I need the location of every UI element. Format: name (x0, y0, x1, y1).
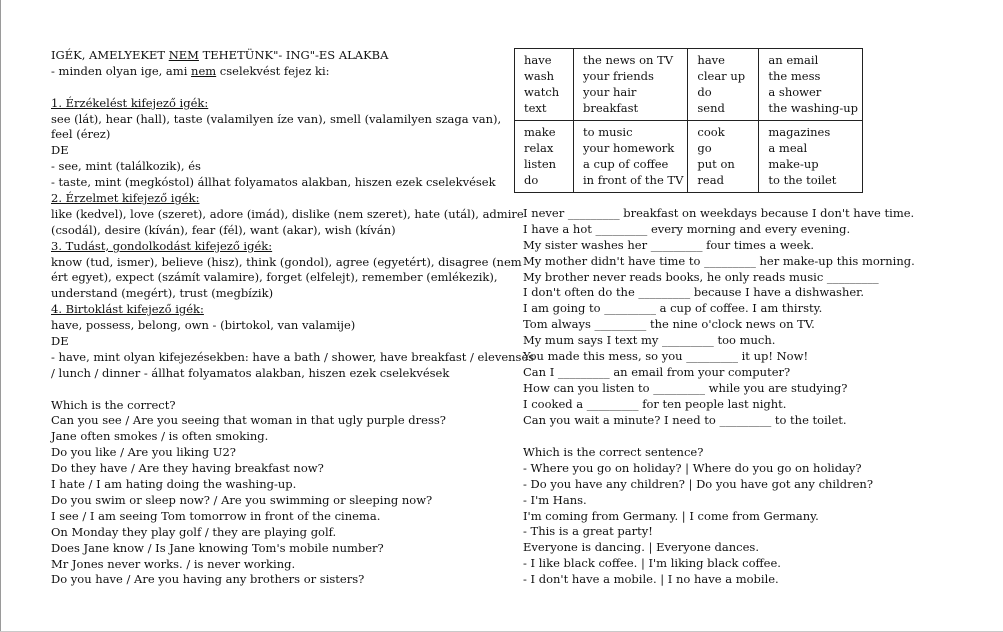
text-line: feel (érez) (51, 127, 111, 142)
fill-sentence: My brother never reads books, he only reads music _________ (523, 269, 879, 284)
cell-word: to the toilet (768, 173, 837, 187)
fill-sentence: I cooked a _________ for ten people last night. (523, 396, 787, 411)
text-line: DE (51, 334, 69, 349)
cell-word: wash (524, 69, 555, 83)
cell-word: do (524, 173, 539, 187)
table-cell (574, 121, 688, 193)
cell-word: to music (583, 125, 633, 139)
fill-sentence: Can I _________ an email from your computer? (523, 364, 791, 379)
text-line: know (tud, ismer), believe (hisz), think (gondol), agree (egyetért), disagree (nem (51, 254, 522, 269)
sentence-option: I'm coming from Germany. | I come from Germany. (523, 508, 819, 523)
table-cell (688, 49, 759, 121)
cell-word: a shower (768, 85, 822, 99)
title-text: IGÉK, AMELYEKET (51, 48, 169, 62)
intro-line (51, 64, 491, 80)
text-line: (csodál), desire (kíván), fear (fél), want (akar), wish (kíván) (51, 222, 396, 237)
text-line: - see, mint (találkozik), és (51, 159, 201, 174)
table-cell (574, 49, 688, 121)
table-cell (515, 121, 574, 193)
table-cell (688, 121, 759, 193)
question-line: Do you swim or sleep now? / Are you swimming or sleeping now? (51, 492, 433, 507)
cell-word: a cup of coffee (583, 157, 669, 171)
text-line: - taste, mint (megkóstol) állhat folyamatos alakban, hiszen ezek cselekvések (51, 175, 496, 190)
cell-word: watch (524, 85, 560, 99)
cell-word: your friends (583, 69, 654, 83)
question-line: Does Jane know / Is Jane knowing Tom's mobile number? (51, 540, 384, 555)
sentence-option: - I don't have a mobile. | I no have a mobile. (523, 572, 779, 587)
sentence-option: - This is a great party! (523, 524, 653, 539)
heading-emotion: 2. Érzelmet kifejező igék: (51, 191, 200, 206)
cell-word: send (697, 101, 725, 115)
fill-sentence: Tom always _________ the nine o'clock news on TV. (523, 317, 815, 332)
cell-word: relax (524, 141, 554, 155)
exercise-title: Which is the correct? (51, 397, 176, 412)
text-line: / lunch / dinner - állhat folyamatos alakban, hiszen ezek cselekvések (51, 365, 450, 380)
fill-sentence: How can you listen to _________ while you are studying? (523, 380, 848, 395)
table-cell (759, 121, 863, 193)
intro-text-end: cselekvést fejez ki: (216, 63, 330, 78)
text-line: like (kedvel), love (szeret), adore (imád), dislike (nem szeret), hate (utál), admire (51, 206, 524, 221)
fill-sentence: I never _________ breakfast on weekdays because I don't have time. (523, 206, 915, 220)
section-title (51, 48, 491, 64)
heading-perception: 1. Érzékelést kifejező igék: (51, 95, 209, 110)
question-line: Can you see / Are you seeing that woman in that ugly purple dress? (51, 413, 446, 428)
cell-word: breakfast (583, 101, 639, 115)
cell-word: your hair (583, 85, 637, 99)
fill-sentence: I don't often do the _________ because I have a dishwasher. (523, 285, 865, 300)
cell-word: listen (524, 157, 557, 171)
table-row (515, 49, 863, 121)
cell-word: do (697, 85, 712, 99)
text-line: - have, mint olyan kifejezésekben: have a bath / shower, have breakfast / elevenses (51, 349, 535, 364)
page-left-border (0, 0, 1, 632)
vocabulary-table (514, 48, 863, 193)
fill-sentence: You made this mess, so you _________ it up! Now! (523, 349, 809, 364)
fill-in-exercise (523, 206, 915, 428)
cell-word: read (697, 173, 724, 187)
cell-word: the washing-up (768, 101, 859, 115)
table-cell (515, 49, 574, 121)
intro-nem: nem (191, 63, 217, 78)
fill-sentence: I have a hot _________ every morning and every evening. (523, 221, 851, 236)
text-line: understand (megért), trust (megbízik) (51, 286, 274, 301)
table-cell (759, 49, 863, 121)
table-row (515, 121, 863, 193)
fill-sentence: My mum says I text my _________ too much. (523, 333, 776, 348)
question-line: Jane often smokes / is often smoking. (51, 429, 269, 444)
fill-sentence: I am going to _________ a cup of coffee. I am thirsty. (523, 301, 823, 316)
cell-word: put on (697, 157, 735, 171)
cell-word: the news on TV (583, 53, 674, 67)
cell-word: text (524, 101, 547, 115)
cell-word: magazines (768, 125, 831, 139)
fill-sentence: Can you wait a minute? I need to _________ to the toilet. (523, 412, 847, 427)
sentence-option: Everyone is dancing. | Everyone dances. (523, 540, 759, 555)
cell-word: clear up (697, 69, 746, 83)
intro-text: - minden olyan ige, ami (51, 63, 192, 78)
cell-word: a meal (768, 141, 808, 155)
cell-word: make-up (768, 157, 819, 171)
fill-sentence: My sister washes her _________ four times a week. (523, 237, 815, 252)
grammar-notes-column (51, 48, 535, 588)
title-nem: NEM (168, 48, 199, 62)
text-line: see (lát), hear (hall), taste (valamilyen íze van), smell (valamilyen szaga van), (51, 111, 502, 126)
cell-word: in front of the TV (583, 173, 684, 187)
question-line: I hate / I am hating doing the washing-up. (51, 477, 297, 492)
sentence-option: - I'm Hans. (523, 492, 587, 507)
question-line: Mr Jones never works. / is never working. (51, 556, 296, 571)
cell-word: have (524, 53, 552, 67)
cell-word: an email (768, 53, 819, 67)
cell-word: your homework (583, 141, 675, 155)
exercise-title: Which is the correct sentence? (523, 445, 704, 459)
correct-sentence-exercise (523, 445, 873, 588)
cell-word: have (697, 53, 725, 67)
question-line: Do you have / Are you having any brothers or sisters? (51, 572, 365, 587)
cell-word: the mess (768, 69, 821, 83)
text-line: have, possess, belong, own - (birtokol, van valamije) (51, 318, 356, 333)
fill-sentence: My mother didn't have time to _________ her make-up this morning. (523, 253, 915, 268)
cell-word: cook (697, 125, 725, 139)
question-line: On Monday they play golf / they are playing golf. (51, 524, 337, 539)
heading-possession: 4. Birtoklást kifejező igék: (51, 302, 204, 317)
cell-word: make (524, 125, 556, 139)
question-line: Do they have / Are they having breakfast now? (51, 461, 324, 476)
question-line: I see / I am seeing Tom tomorrow in front of the cinema. (51, 508, 381, 523)
text-line: DE (51, 143, 69, 158)
sentence-option: - I like black coffee. | I'm liking black coffee. (523, 556, 781, 571)
title-text-end: TEHETÜNK"- ING"-ES ALAKBA (198, 48, 389, 62)
sentence-option: - Where you go on holiday? | Where do you go on holiday? (523, 460, 862, 475)
text-line: ért egyet), expect (számít valamire), forget (elfelejt), remember (emlékezik), (51, 270, 498, 285)
question-line: Do you like / Are you liking U2? (51, 445, 236, 460)
sentence-option: - Do you have any children? | Do you have got any children? (523, 476, 874, 491)
heading-knowledge: 3. Tudást, gondolkodást kifejező igék: (51, 238, 273, 253)
cell-word: go (697, 141, 712, 155)
